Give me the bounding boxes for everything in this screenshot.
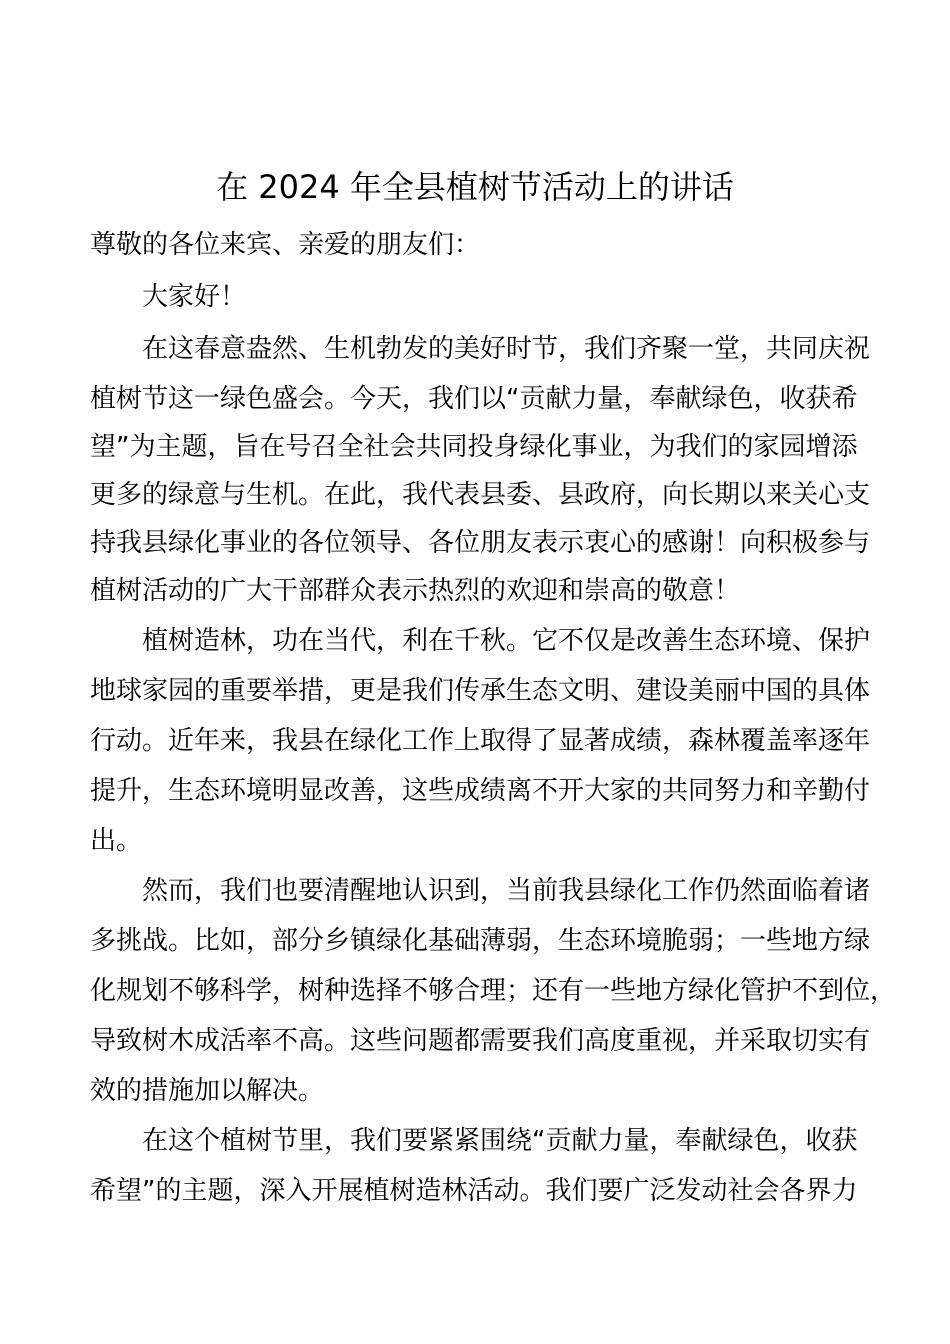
body-line: 多挑战。比如，部分乡镇绿化基础薄弱，生态环境脆弱；一些地方绿 [90, 926, 871, 956]
body-line: 然而，我们也要清醒地认识到，当前我县绿化工作仍然面临着诸 [142, 876, 871, 906]
body-line: 导致树木成活率不高。这些问题都需要我们高度重视，并采取切实有 [90, 1026, 871, 1056]
body-line: 化规划不够科学，树种选择不够合理；还有一些地方绿化管护不到位， [90, 976, 897, 1006]
body-line: 植树造林，功在当代，利在千秋。它不仅是改善生态环境、保护 [142, 626, 871, 656]
body-line: 出。 [90, 826, 143, 856]
body-line: 提升，生态环境明显改善，这些成绩离不开大家的共同努力和辛勤付 [90, 776, 871, 806]
body-line: 希望”的主题，深入开展植树造林活动。我们要广泛发动社会各界力 [90, 1176, 858, 1206]
body-line: 行动。近年来，我县在绿化工作上取得了显著成绩，森林覆盖率逐年 [90, 726, 871, 756]
body-line: 植树节这一绿色盛会。今天，我们以“贡献力量，奉献绿色，收获希 [90, 384, 858, 414]
document-title: 在 2024 年全县植树节活动上的讲话 [216, 168, 734, 206]
body-line: 地球家园的重要举措，更是我们传承生态文明、建设美丽中国的具体 [90, 676, 871, 706]
body-line: 望”为主题，旨在号召全社会共同投身绿化事业，为我们的家园增添 [90, 432, 858, 462]
body-line: 植树活动的广大干部群众表示热烈的欢迎和崇高的敬意！ [90, 576, 741, 606]
body-line: 在这春意盎然、生机勃发的美好时节，我们齐聚一堂，共同庆祝 [142, 334, 871, 364]
body-line: 在这个植树节里，我们要紧紧围绕“贡献力量，奉献绿色，收获 [142, 1126, 858, 1156]
body-line: 效的措施加以解决。 [90, 1076, 325, 1106]
salutation-line: 尊敬的各位来宾、亲爱的朋友们： [90, 230, 481, 260]
body-line: 大家好！ [142, 282, 247, 312]
body-line: 持我县绿化事业的各位领导、各位朋友表示衷心的感谢！向积极参与 [90, 528, 871, 558]
body-line: 更多的绿意与生机。在此，我代表县委、县政府，向长期以来关心支 [90, 480, 871, 510]
